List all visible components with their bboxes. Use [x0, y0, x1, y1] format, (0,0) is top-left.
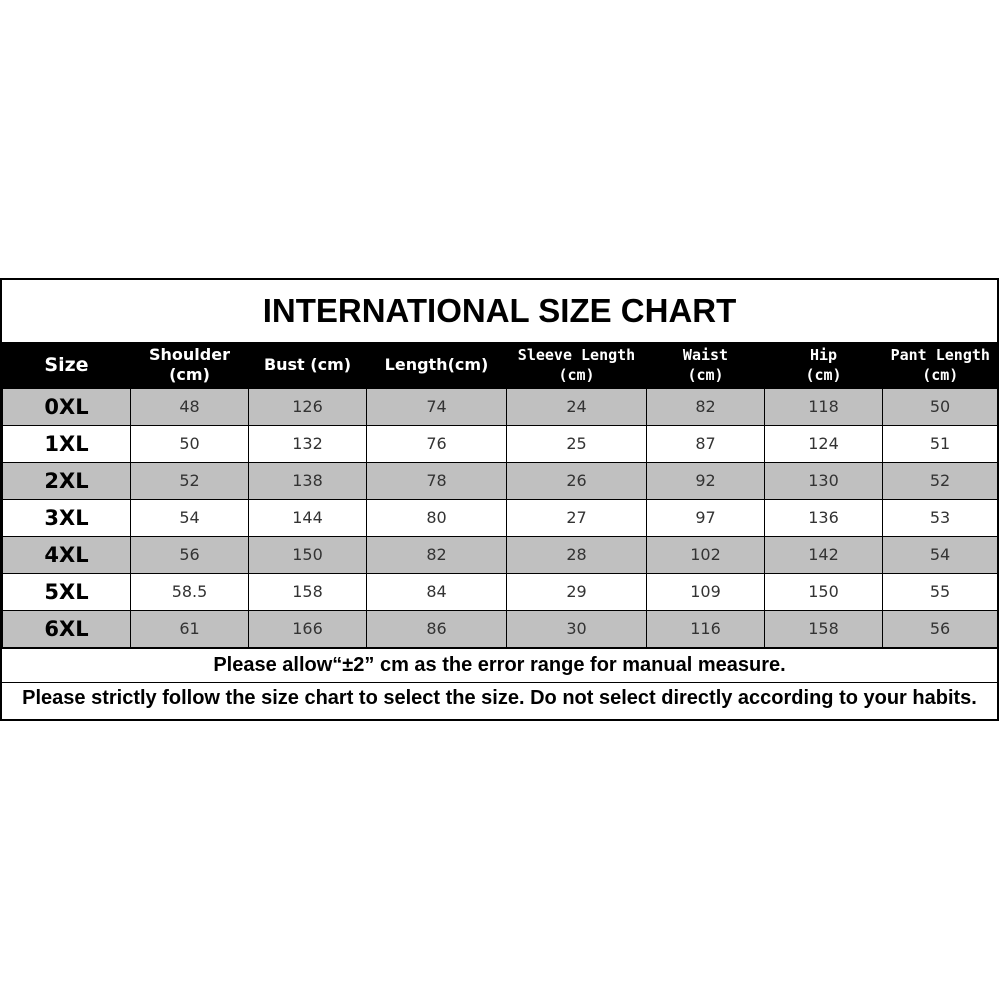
size-cell: 0XL — [3, 388, 131, 425]
size-table — [2, 342, 998, 648]
column-header-sleeve-length — [507, 342, 647, 388]
pant-length-cell: 50 — [883, 388, 998, 425]
table-row — [3, 536, 998, 573]
pant-length-cell: 56 — [883, 610, 998, 647]
waist-cell: 92 — [647, 462, 765, 499]
length-cell: 82 — [367, 536, 507, 573]
column-header-hip — [765, 342, 883, 388]
size-chart — [0, 278, 999, 721]
bust-cell: 150 — [249, 536, 367, 573]
hip-cell: 158 — [765, 610, 883, 647]
table-row — [3, 425, 998, 462]
column-header-waist — [647, 342, 765, 388]
table-header-row — [3, 342, 998, 388]
error-range-note: Please allow“±2” cm as the error range for manual measure. — [2, 648, 997, 682]
column-header-unit: (cm) — [558, 365, 595, 384]
length-cell: 84 — [367, 573, 507, 610]
pant-length-cell: 51 — [883, 425, 998, 462]
column-header-label: Sleeve Length — [517, 345, 636, 364]
length-cell: 74 — [367, 388, 507, 425]
bust-cell: 166 — [249, 610, 367, 647]
waist-cell: 116 — [647, 610, 765, 647]
size-cell: 5XL — [3, 573, 131, 610]
pant-length-cell: 55 — [883, 573, 998, 610]
bust-cell: 138 — [249, 462, 367, 499]
table-row — [3, 499, 998, 536]
sleeve-length-cell: 28 — [507, 536, 647, 573]
length-cell: 86 — [367, 610, 507, 647]
column-header-label: Size — [44, 353, 89, 376]
shoulder-cell: 61 — [131, 610, 249, 647]
column-header-pant-length — [883, 342, 998, 388]
chart-title: INTERNATIONAL SIZE CHART — [262, 292, 737, 329]
hip-cell: 124 — [765, 425, 883, 462]
hip-cell: 118 — [765, 388, 883, 425]
table-row — [3, 610, 998, 647]
table-row — [3, 573, 998, 610]
size-cell: 6XL — [3, 610, 131, 647]
column-header-unit: (cm) — [922, 365, 959, 384]
shoulder-cell: 48 — [131, 388, 249, 425]
pant-length-cell: 53 — [883, 499, 998, 536]
column-header-label: Hip — [809, 345, 838, 364]
shoulder-cell: 50 — [131, 425, 249, 462]
column-header-length — [367, 342, 507, 388]
waist-cell: 97 — [647, 499, 765, 536]
bust-cell: 158 — [249, 573, 367, 610]
size-cell: 4XL — [3, 536, 131, 573]
waist-cell: 87 — [647, 425, 765, 462]
hip-cell: 150 — [765, 573, 883, 610]
length-cell: 80 — [367, 499, 507, 536]
table-row — [3, 388, 998, 425]
bust-cell: 126 — [249, 388, 367, 425]
shoulder-cell: 54 — [131, 499, 249, 536]
hip-cell: 130 — [765, 462, 883, 499]
bust-cell: 132 — [249, 425, 367, 462]
column-header-unit: (cm) — [169, 364, 210, 384]
column-header-unit: (cm) — [805, 365, 842, 384]
length-cell: 76 — [367, 425, 507, 462]
bust-cell: 144 — [249, 499, 367, 536]
size-cell: 1XL — [3, 425, 131, 462]
column-header-unit: (cm) — [687, 365, 724, 384]
hip-cell: 142 — [765, 536, 883, 573]
sleeve-length-cell: 29 — [507, 573, 647, 610]
sleeve-length-cell: 26 — [507, 462, 647, 499]
column-header-bust — [249, 342, 367, 388]
pant-length-cell: 52 — [883, 462, 998, 499]
sleeve-length-cell: 27 — [507, 499, 647, 536]
column-header-label: Pant Length — [890, 345, 990, 364]
hip-cell: 136 — [765, 499, 883, 536]
size-cell: 2XL — [3, 462, 131, 499]
length-cell: 78 — [367, 462, 507, 499]
shoulder-cell: 56 — [131, 536, 249, 573]
follow-chart-note: Please strictly follow the size chart to select the size. Do not select directly according to your habits. — [2, 682, 997, 713]
sleeve-length-cell: 30 — [507, 610, 647, 647]
column-header-label: Waist — [682, 345, 729, 364]
column-header-label: Bust (cm) — [263, 354, 352, 374]
waist-cell: 109 — [647, 573, 765, 610]
table-row — [3, 462, 998, 499]
pant-length-cell: 54 — [883, 536, 998, 573]
shoulder-cell: 52 — [131, 462, 249, 499]
waist-cell: 82 — [647, 388, 765, 425]
column-header-label: Shoulder — [149, 344, 230, 364]
waist-cell: 102 — [647, 536, 765, 573]
sleeve-length-cell: 25 — [507, 425, 647, 462]
column-header-shoulder — [131, 342, 249, 388]
sleeve-length-cell: 24 — [507, 388, 647, 425]
size-cell: 3XL — [3, 499, 131, 536]
column-header-size — [3, 342, 131, 388]
column-header-label: Length(cm) — [384, 354, 489, 374]
shoulder-cell: 58.5 — [131, 573, 249, 610]
